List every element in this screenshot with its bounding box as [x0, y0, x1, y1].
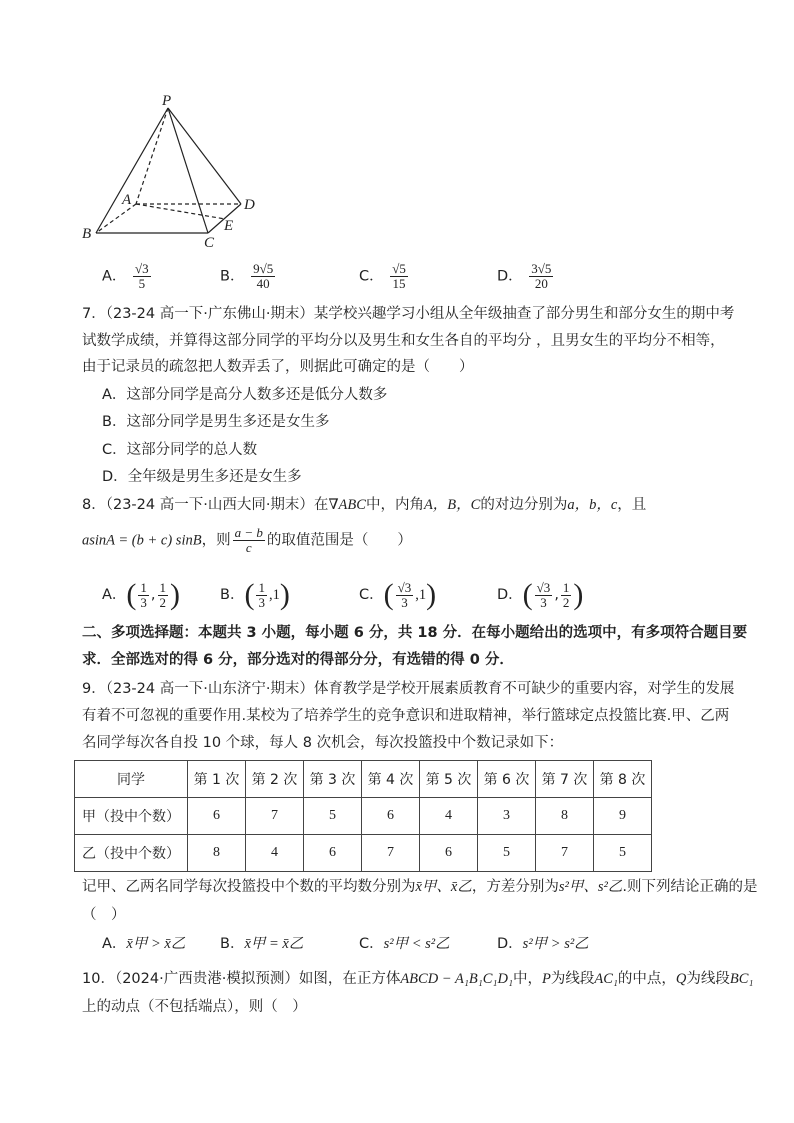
table-cell: 4	[246, 835, 304, 872]
section2-line-2: 求．全部选对的得 6 分，部分选对的得部分分，有选错的得 0 分．	[82, 652, 514, 668]
edge-AE	[136, 204, 225, 219]
table-header-cell: 第 6 次	[478, 761, 536, 798]
table-cell: 9	[594, 798, 652, 835]
q8-option-a: A．( $\frac{1}{3}$ , $\frac{1}{2}$ )	[102, 578, 181, 611]
table-cell: 6	[362, 798, 420, 835]
q9-line-1: 9．（23-24 高一下·山东济宁·期末）体育教学是学校开展素质教育不可缺少的重要内容，对学生的发展	[82, 681, 735, 697]
table-cell: 7	[246, 798, 304, 835]
table-cell: 6	[420, 835, 478, 872]
table-header-cell: 同学	[75, 761, 188, 798]
q7-line-2: 试数学成绩，并算得这部分同学的平均分以及男生和女生各自的平均分 ，且男女生的平均分不相等，	[82, 333, 725, 349]
table-header-cell: 第 5 次	[420, 761, 478, 798]
table-cell: 5	[304, 798, 362, 835]
table-cell: 8	[536, 798, 594, 835]
q8-line-2: asinA = (b + c) sinB，则 $\frac{a - b}{c}$ 的取值范围是（ ）	[82, 525, 412, 555]
q7-option-c: C．这部分同学的总人数	[102, 442, 258, 458]
label-A: A	[122, 192, 132, 208]
edge-AB	[96, 204, 136, 233]
table-row	[75, 798, 652, 835]
table-header-cell: 第 8 次	[594, 761, 652, 798]
table-header-cell: 第 2 次	[246, 761, 304, 798]
table-row	[75, 835, 652, 872]
q9-after-line-2: （ ）	[82, 907, 126, 923]
q9-after-line-1: 记甲、乙两名同学每次投篮投中个数的平均数分别为x̄甲、x̄乙，方差分别为s²甲、s²乙.则下列结论正确的是	[82, 879, 758, 895]
edge-PC	[168, 108, 208, 233]
table-cell: 7	[536, 835, 594, 872]
q8-option-b: B．( $\frac{1}{3}$ ,1)	[220, 578, 290, 611]
label-P: P	[162, 93, 172, 109]
table-cell: 6	[304, 835, 362, 872]
table-cell: 甲（投中个数）	[75, 798, 188, 835]
table-header-cell: 第 4 次	[362, 761, 420, 798]
table-cell: 乙（投中个数）	[75, 835, 188, 872]
table-cell: 4	[420, 798, 478, 835]
q7-line-3: 由于记录员的疏忽把人数弄丢了，则据此可确定的是（ ）	[82, 359, 474, 375]
table-cell: 6	[188, 798, 246, 835]
q6-option-d: D． $\frac{3√5}{20}$	[497, 261, 552, 291]
label-C: C	[204, 235, 215, 251]
q7-option-d: D．全年级是男生多还是女生多	[102, 469, 302, 485]
table-cell: 5	[594, 835, 652, 872]
table-header-cell: 第 3 次	[304, 761, 362, 798]
label-E: E	[224, 218, 234, 234]
edge-PD	[168, 108, 241, 204]
table-header-cell: 第 1 次	[188, 761, 246, 798]
section2-line-1: 二、多项选择题：本题共 3 小题，每小题 6 分，共 18 分．在每小题给出的选项中，有多项符合题目要	[82, 625, 748, 641]
q9-option-c: C．s²甲 < s²乙	[359, 936, 450, 952]
table-header-cell: 第 7 次	[536, 761, 594, 798]
q10-line-2: 上的动点（不包括端点），则（ ）	[82, 999, 307, 1015]
label-D: D	[244, 197, 255, 213]
q7-option-a: A．这部分同学是高分人数多还是低分人数多	[102, 387, 388, 403]
q9-option-b: B．x̄甲 = x̄乙	[220, 936, 304, 952]
table-cell: 3	[478, 798, 536, 835]
table-header-row	[75, 761, 652, 798]
table-cell: 7	[362, 835, 420, 872]
q9-option-d: D．s²甲 > s²乙	[497, 936, 589, 952]
table-cell: 8	[188, 835, 246, 872]
q9-line-2: 有着不可忽视的重要作用.某校为了培养学生的竞争意识和进取精神，举行篮球定点投篮比赛.甲、乙两	[82, 708, 730, 724]
q6-option-c: C． $\frac{√5}{15}$	[359, 261, 406, 291]
edge-PB	[96, 108, 168, 233]
q6-option-a: A． $\frac{√3}{5}$	[102, 261, 149, 291]
q9-line-3: 名同学每次各自投 10 个球，每人 8 次机会，每次投篮投中个数记录如下：	[82, 735, 564, 751]
q9-option-a: A．x̄甲 > x̄乙	[102, 936, 186, 952]
q8-option-c: C．( $\frac{√3}{3}$ ,1)	[359, 578, 437, 611]
q6-option-b: B． $\frac{9√5}{40}$	[220, 261, 274, 291]
score-table	[74, 760, 652, 872]
q7-line-1: 7．（23-24 高一下·广东佛山·期末）某学校兴趣学习小组从全年级抽查了部分男生和部分女生的期中考	[82, 306, 735, 322]
pyramid-figure	[78, 92, 268, 252]
q8-line-1: 8．（23-24 高一下·山西大同·期末）在∇ABC中，内角A，B，C的对边分别为a，b，c，且	[82, 497, 647, 513]
q8-option-d: D．( $\frac{√3}{3}$ , $\frac{1}{2}$ )	[497, 578, 584, 611]
table-cell: 5	[478, 835, 536, 872]
q10-line-1: 10．（2024·广西贵港·模拟预测）如图，在正方体ABCD − A₁B₁C₁D₁中，P为线段AC₁的中点，Q为线段BC₁	[82, 971, 754, 987]
label-B: B	[82, 226, 92, 242]
q7-option-b: B．这部分同学是男生多还是女生多	[102, 414, 330, 430]
